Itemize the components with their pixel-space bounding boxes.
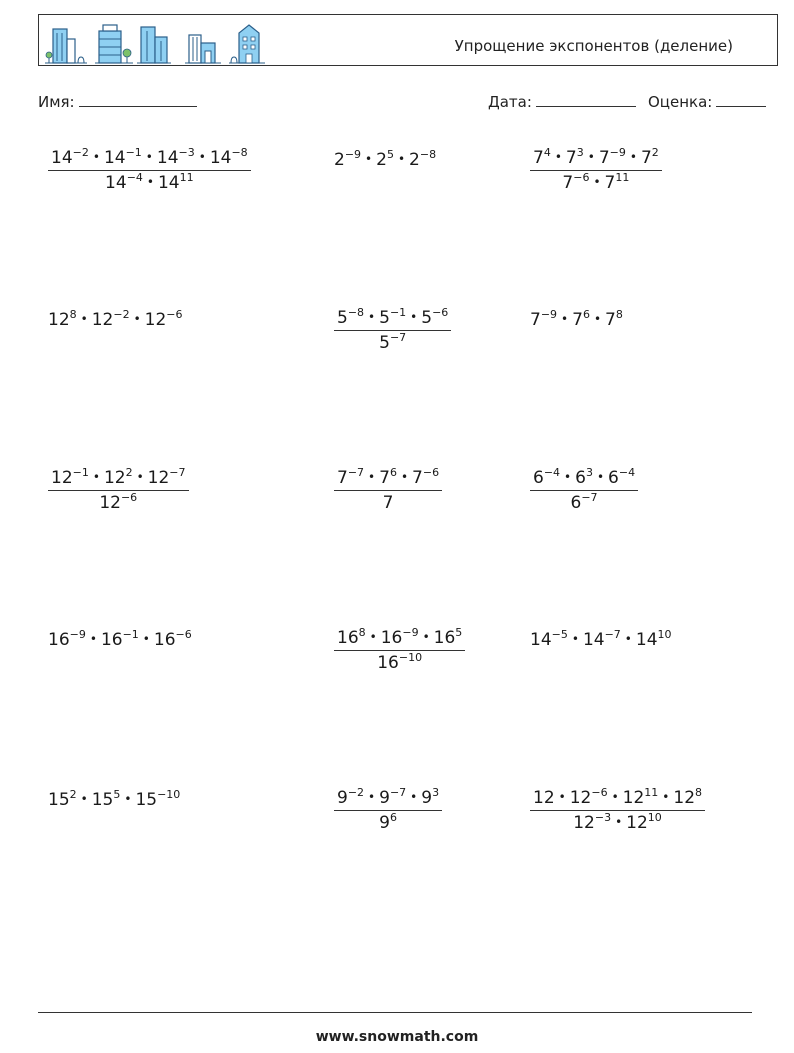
multiply-dot: • [145,150,153,164]
exponent: 10 [647,811,662,824]
name-blank [79,93,197,107]
power-term [92,790,121,810]
power-base: 14 [530,630,552,650]
denominator [334,810,442,832]
multiply-dot: • [410,310,418,324]
power-base: 6 [575,468,586,488]
exponent-problem [530,628,672,650]
power-term [104,468,133,488]
power-base: 12 [622,788,645,808]
multiply-dot: • [397,152,406,166]
power-base: 12 [626,813,648,833]
power-base: 5 [337,308,348,328]
power-term [157,148,195,168]
multiply-dot: • [561,312,569,326]
power-term [48,630,86,650]
power-base: 5 [421,308,433,328]
power-base: 9 [337,788,348,808]
exponent: −6 [432,306,449,319]
numerator [530,466,638,490]
power-base: 14 [582,630,605,650]
multiply-dot: • [611,790,619,804]
exponent-problem [530,786,705,833]
power-base: 9 [379,788,390,808]
power-base: 15 [48,790,70,810]
power-term [434,628,463,648]
power-base: 12 [91,310,114,330]
multiply-dot: • [368,310,376,324]
denominator [530,810,705,832]
numerator [334,786,442,810]
multiply-dot: • [80,312,88,326]
grade-field [648,93,766,111]
multiply-dot: • [593,312,602,326]
denominator [530,170,662,192]
exponent: −8 [231,146,248,159]
power-base: 16 [377,653,399,673]
fraction [48,466,189,513]
power-base: 2 [409,150,420,170]
power-base: 14 [105,173,127,193]
denominator [530,490,638,512]
power-term [379,788,406,808]
power-base: 14 [103,148,126,168]
multiply-dot: • [410,790,418,804]
power-base: 16 [337,628,359,648]
header-box [38,14,778,66]
exponent: −1 [72,466,89,479]
exponent-problem [334,786,442,833]
power-base: 12 [103,468,126,488]
exponent: −2 [347,786,365,799]
power-term [383,493,394,513]
exponent: −7 [169,466,186,479]
power-term [99,493,137,513]
power-term [673,788,702,808]
exponent: 5 [455,626,463,639]
date-label: Дата: [488,93,532,111]
power-base: 7 [604,173,616,193]
exponent: −8 [347,306,365,319]
exponent-problem [530,466,638,513]
numerator [334,466,442,490]
power-term [412,468,439,488]
date-blank [536,93,636,107]
multiply-dot: • [146,175,154,189]
denominator [334,650,465,672]
power-base: 6 [608,468,619,488]
power-term [530,310,557,330]
exponent-problem [48,146,251,193]
numerator [530,146,662,170]
multiply-dot: • [587,150,595,164]
power-term [605,310,623,330]
exponent-problem [48,628,192,650]
power-term [530,630,568,650]
power-term [337,788,364,808]
power-base: 6 [570,493,582,513]
exponent-problem [48,308,183,330]
power-term [148,468,186,488]
exponent: 8 [615,308,623,321]
exponent: −6 [573,171,590,184]
exponent: 6 [389,811,397,824]
power-term [376,150,394,170]
power-base: 9 [421,788,433,808]
power-term [105,173,143,193]
multiply-dot: • [365,152,373,166]
exponent: 6 [389,466,397,479]
exponent: −7 [581,491,598,504]
exponent: 11 [179,171,194,184]
fraction [334,786,442,833]
multiply-dot: • [136,470,144,484]
multiply-dot: • [629,150,637,164]
exponent-problem [48,466,189,513]
power-base: 12 [48,310,70,330]
power-term [533,468,560,488]
exponent: 5 [386,148,394,161]
numerator [530,786,705,810]
fraction [48,146,251,193]
power-base: 16 [48,630,70,650]
exponent: −9 [609,146,626,159]
fraction [530,146,662,193]
power-base: 7 [572,310,583,330]
power-term [641,148,659,168]
power-term [104,148,142,168]
power-term [562,173,589,193]
exponent: −1 [122,628,139,641]
multiply-dot: • [571,632,579,646]
exponent: −3 [178,146,195,159]
exponent: −2 [113,308,130,321]
exponent: 10 [657,628,672,641]
power-term [101,630,139,650]
power-base: 7 [565,148,577,168]
exponent: −6 [175,628,192,641]
exponent: 8 [358,626,366,639]
power-base: 5 [379,308,390,328]
power-term [337,628,366,648]
power-base: 12 [573,813,595,833]
fraction [334,626,465,673]
power-term [573,813,611,833]
power-base: 14 [209,148,232,168]
power-term [381,628,419,648]
exponent: −6 [120,491,138,504]
multiply-dot: • [596,470,605,484]
multiply-dot: • [92,470,100,484]
fraction [530,786,705,833]
power-term [636,630,672,650]
exponent: 4 [543,146,551,159]
power-term [337,308,364,328]
power-term [409,150,436,170]
exponent: −9 [402,626,419,639]
exponent: −6 [166,308,183,321]
exponent: 3 [432,786,440,799]
multiply-dot: • [558,790,566,804]
fraction [334,466,442,513]
exponent: −4 [126,171,143,184]
grade-label: Оценка: [648,93,713,111]
power-term [379,308,406,328]
exponent: −6 [422,466,440,479]
power-term [571,493,598,513]
multiply-dot: • [593,175,601,189]
power-base: 14 [157,173,180,193]
exponent: 8 [695,786,703,799]
exponent: −2 [72,146,89,159]
multiply-dot: • [554,150,562,164]
power-base: 9 [379,813,390,833]
fraction [530,466,638,513]
footer-divider [38,1012,752,1013]
power-term [533,148,551,168]
power-term [421,308,448,328]
exponent-problem [48,788,181,810]
denominator [48,170,251,192]
power-base: 16 [100,630,123,650]
multiply-dot: • [80,792,88,806]
power-term [608,468,635,488]
power-term [145,310,183,330]
denominator [334,490,442,512]
power-base: 7 [412,468,423,488]
multiply-dot: • [564,470,572,484]
exponent: −3 [594,811,612,824]
power-base: 12 [673,788,696,808]
power-term [377,653,422,673]
power-base: 7 [337,468,348,488]
multiply-dot: • [422,630,430,644]
denominator [334,330,451,352]
power-term [626,813,662,833]
power-term [379,333,406,353]
exponent: −1 [389,306,407,319]
exponent-problem [530,308,623,330]
exponent: 2 [125,466,133,479]
power-base: 12 [144,310,167,330]
power-base: 12 [569,788,592,808]
power-base: 6 [533,468,544,488]
denominator [48,490,189,512]
power-term [623,788,659,808]
exponent-problem [334,626,465,673]
multiply-dot: • [124,792,132,806]
worksheet-title: Упрощение экспонентов (деление) [454,37,733,55]
exponent: −9 [69,628,86,641]
multiply-dot: • [133,312,141,326]
name-label: Имя: [38,93,75,111]
multiply-dot: • [142,632,150,646]
exponent-problem [530,146,662,193]
exponent: −10 [157,788,181,801]
power-term [570,788,608,808]
exponent: 3 [576,146,584,159]
power-base: 7 [640,148,652,168]
power-term [572,310,590,330]
multiply-dot: • [368,790,376,804]
power-base: 12 [51,468,73,488]
power-term [334,150,361,170]
exponent: 5 [113,788,121,801]
date-field [488,93,636,111]
multiply-dot: • [89,632,97,646]
power-base: 2 [334,150,345,170]
power-base: 7 [530,310,541,330]
exponent: −7 [347,466,365,479]
power-term [51,148,89,168]
power-base: 14 [51,148,73,168]
power-term [48,790,77,810]
power-base: 16 [433,628,456,648]
power-base: 12 [533,788,555,808]
exponent: −5 [551,628,568,641]
power-base: 16 [380,628,403,648]
numerator [48,146,251,170]
multiply-dot: • [368,470,376,484]
power-term [566,148,584,168]
power-base: 12 [147,468,170,488]
power-term [605,173,630,193]
power-base: 7 [562,173,574,193]
numerator [334,626,465,650]
footer-url: www.snowmath.com [315,1029,479,1045]
grade-blank [716,93,766,107]
power-term [533,788,555,808]
exponent: −10 [398,651,423,664]
exponent: −7 [389,331,407,344]
power-term [583,630,621,650]
exponent: −7 [604,628,621,641]
exponent: 6 [582,308,590,321]
exponent: 3 [585,466,593,479]
multiply-dot: • [615,815,623,829]
power-base: 16 [153,630,176,650]
power-term [92,310,130,330]
power-term [421,788,439,808]
power-base: 7 [379,468,390,488]
fraction [334,306,451,353]
exponent: −4 [543,466,561,479]
power-base: 15 [91,790,114,810]
exponent-problem [334,466,442,513]
numerator [334,306,451,330]
power-base: 15 [135,790,158,810]
exponent: 8 [69,308,77,321]
city-buildings-logo [43,21,273,65]
multiply-dot: • [198,150,206,164]
exponent-problem [334,306,451,353]
multiply-dot: • [369,630,377,644]
exponent: −1 [125,146,142,159]
power-term [135,790,180,810]
power-base: 2 [376,150,387,170]
power-base: 7 [533,148,544,168]
numerator [48,466,189,490]
power-term [599,148,626,168]
power-term [158,173,194,193]
exponent: −7 [389,786,407,799]
power-base: 7 [605,310,616,330]
power-term [154,630,192,650]
power-term [379,468,397,488]
exponent: −6 [591,786,608,799]
power-base: 14 [635,630,658,650]
multiply-dot: • [400,470,409,484]
multiply-dot: • [624,632,632,646]
multiply-dot: • [92,150,100,164]
power-term [337,468,364,488]
power-base: 7 [382,493,394,513]
exponent: 11 [615,171,630,184]
power-base: 14 [156,148,179,168]
power-base: 7 [598,148,610,168]
exponent: 11 [644,786,659,799]
power-base: 12 [99,493,121,513]
exponent: −9 [344,148,362,161]
power-term [48,310,77,330]
power-term [210,148,248,168]
exponent: −4 [618,466,636,479]
power-term [51,468,89,488]
exponent-problem [334,148,437,170]
exponent: −8 [419,148,437,161]
exponent: 2 [651,146,659,159]
exponent: −9 [540,308,558,321]
power-term [575,468,593,488]
name-field [38,93,197,111]
power-term [379,813,397,833]
multiply-dot: • [662,790,670,804]
exponent: 2 [69,788,77,801]
power-base: 5 [379,333,390,353]
